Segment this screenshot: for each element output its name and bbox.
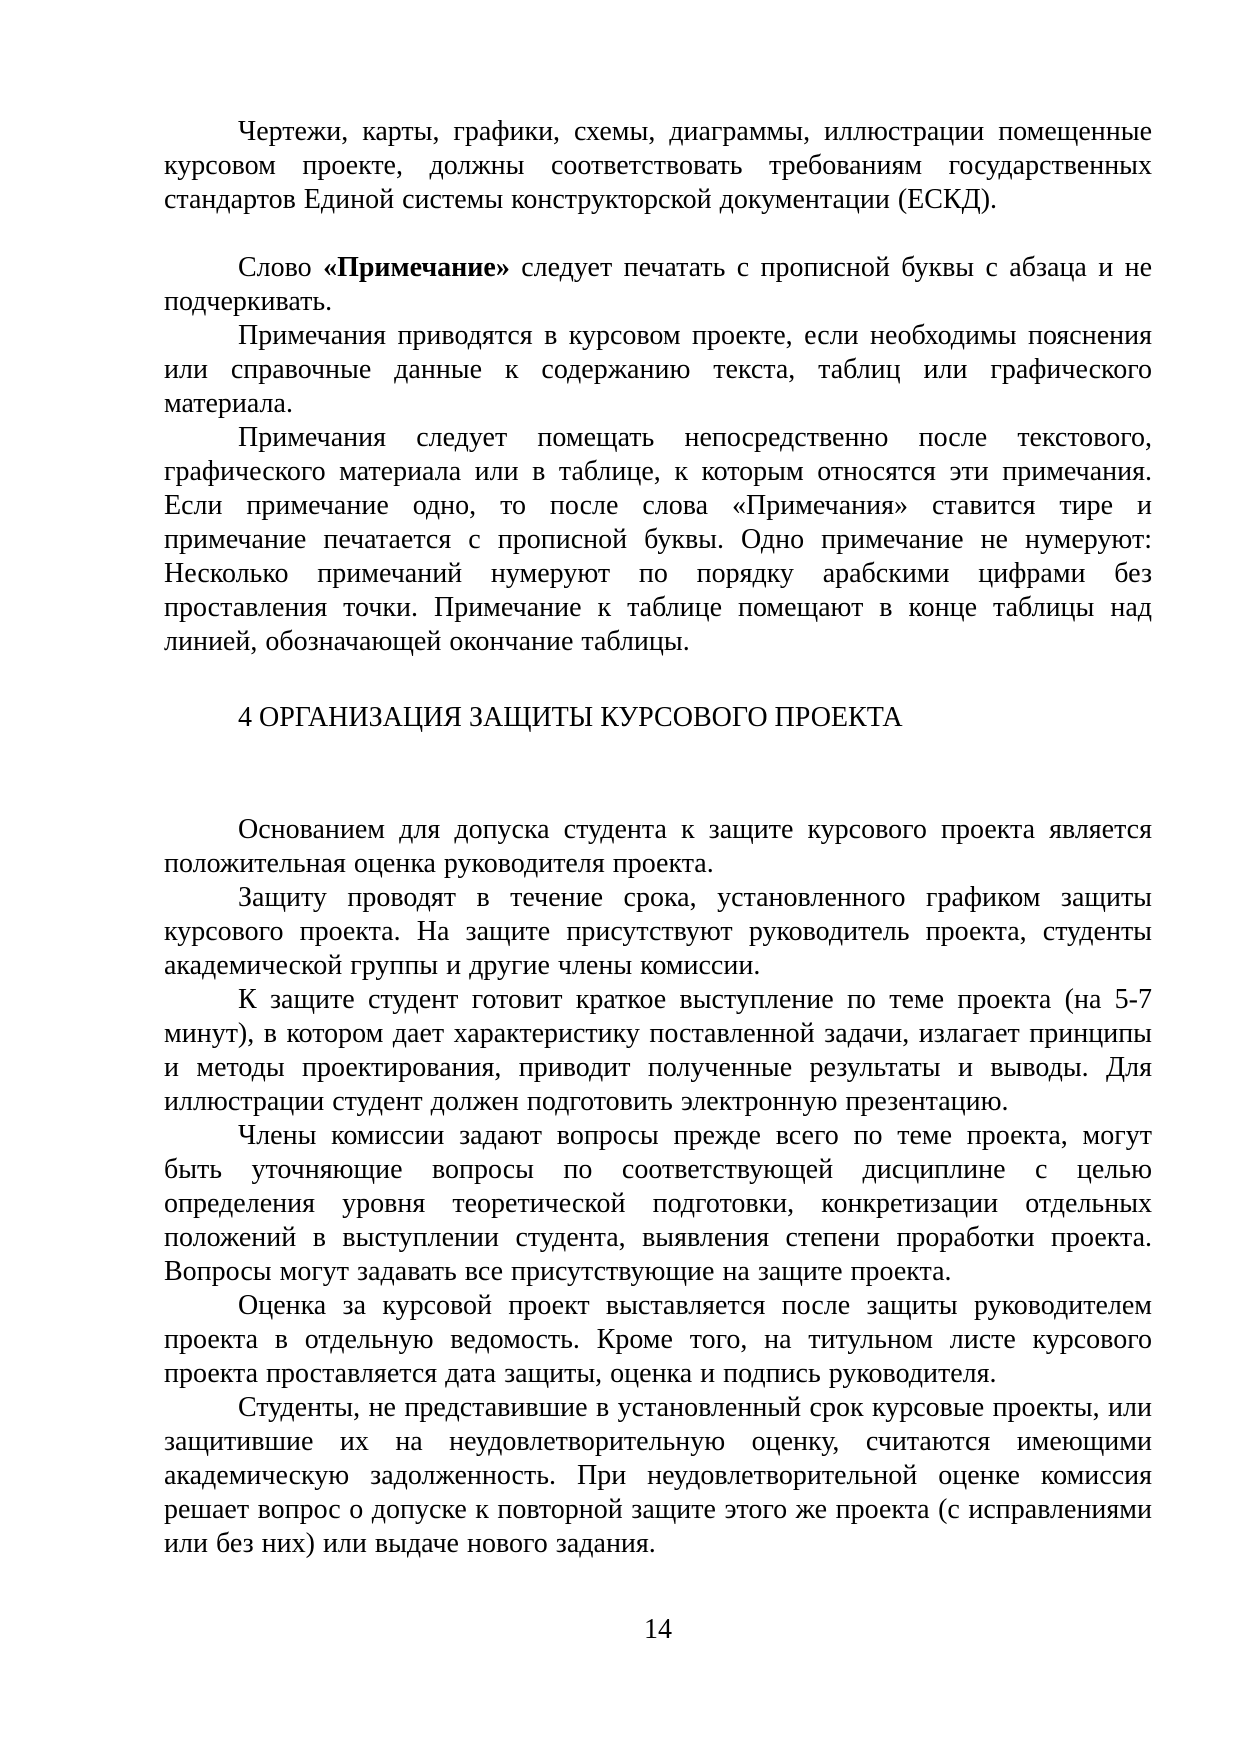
paragraph-notes-placement: Примечания следует помещать непосредственно после текстового, графического материала или в таблице, к которым относятся эти примечания. Если примечание одно, то после слова «Примечания» ставится тире и примечание печатается с прописной буквы. Одно примечание не нумеруют: Несколько примечаний нумеруют по порядку арабскими цифрами без проставления точки. Примечание к таблице помещают в конце таблицы над линией, обозначающей окончание таблицы. [164,422,1152,657]
paragraph-defense-presentation: К защите студент готовит краткое выступление по теме проекта (на 5-7 минут), в котором дает характеристику поставленной задачи, излагает принципы и методы проектирования, приводит полученные результаты и выводы. Для иллюстрации студент должен подготовить электронную презентацию. [164,984,1152,1117]
page-number: 14 [644,1614,672,1645]
paragraph-defense-basis: Основанием для допуска студента к защите курсового проекта является положительная оценка руководителя проекта. [164,814,1152,879]
paragraph-grade-record: Оценка за курсовой проект выставляется после защиты руководителем проекта в отдельную ведомость. Кроме того, на титульном листе курсового проекта проставляется дата защиты, оценка и подпись руководителя. [164,1290,1152,1389]
paragraph-drawings-eskd: Чертежи, карты, графики, схемы, диаграммы, иллюстрации помещенные курсовом проекте, должны соответствовать требованиям государственных стандартов Единой системы конструкторской документации (ЕСКД). [164,116,1152,215]
paragraph-failed-students: Студенты, не представившие в установленный срок курсовые проекты, или защитившие их на неудовлетворительную оценку, считаются имеющими академическую задолженность. При неудовлетворительной оценке комиссия решает вопрос о допуске к повторной защите этого же проекта (с исправлениями или без них) или выдаче нового задания. [164,1392,1152,1559]
paragraph-notes-usage: Примечания приводятся в курсовом проекте, если необходимы пояснения или справочные данные к содержанию текста, таблиц или графического материала. [164,320,1152,419]
note-word-suffix: следует печатать с прописной буквы с абзаца и не подчеркивать. [164,252,1152,317]
note-word-prefix: Слово [238,252,324,283]
page-content [164,115,1152,1561]
paragraph-note-word [164,251,1152,319]
paragraph-commission-questions: Члены комиссии задают вопросы прежде всего по теме проекта, могут быть уточняющие вопросы по соответствующей дисциплине с целью определения уровня теоретической подготовки, конкретизации отдельных положений в выступлении студента, выявления степени проработки проекта. Вопросы могут задавать все присутствующие на защите проекта. [164,1120,1152,1287]
section-heading-defense-organization: 4 ОРГАНИЗАЦИЯ ЗАЩИТЫ КУРСОВОГО ПРОЕКТА [238,702,903,733]
note-word-bold-term: «Примечание» [323,252,510,283]
paragraph-defense-schedule: Защиту проводят в течение срока, установленного графиком защиты курсового проекта. На защите присутствуют руководитель проекта, студенты академической группы и другие члены комиссии. [164,882,1152,981]
